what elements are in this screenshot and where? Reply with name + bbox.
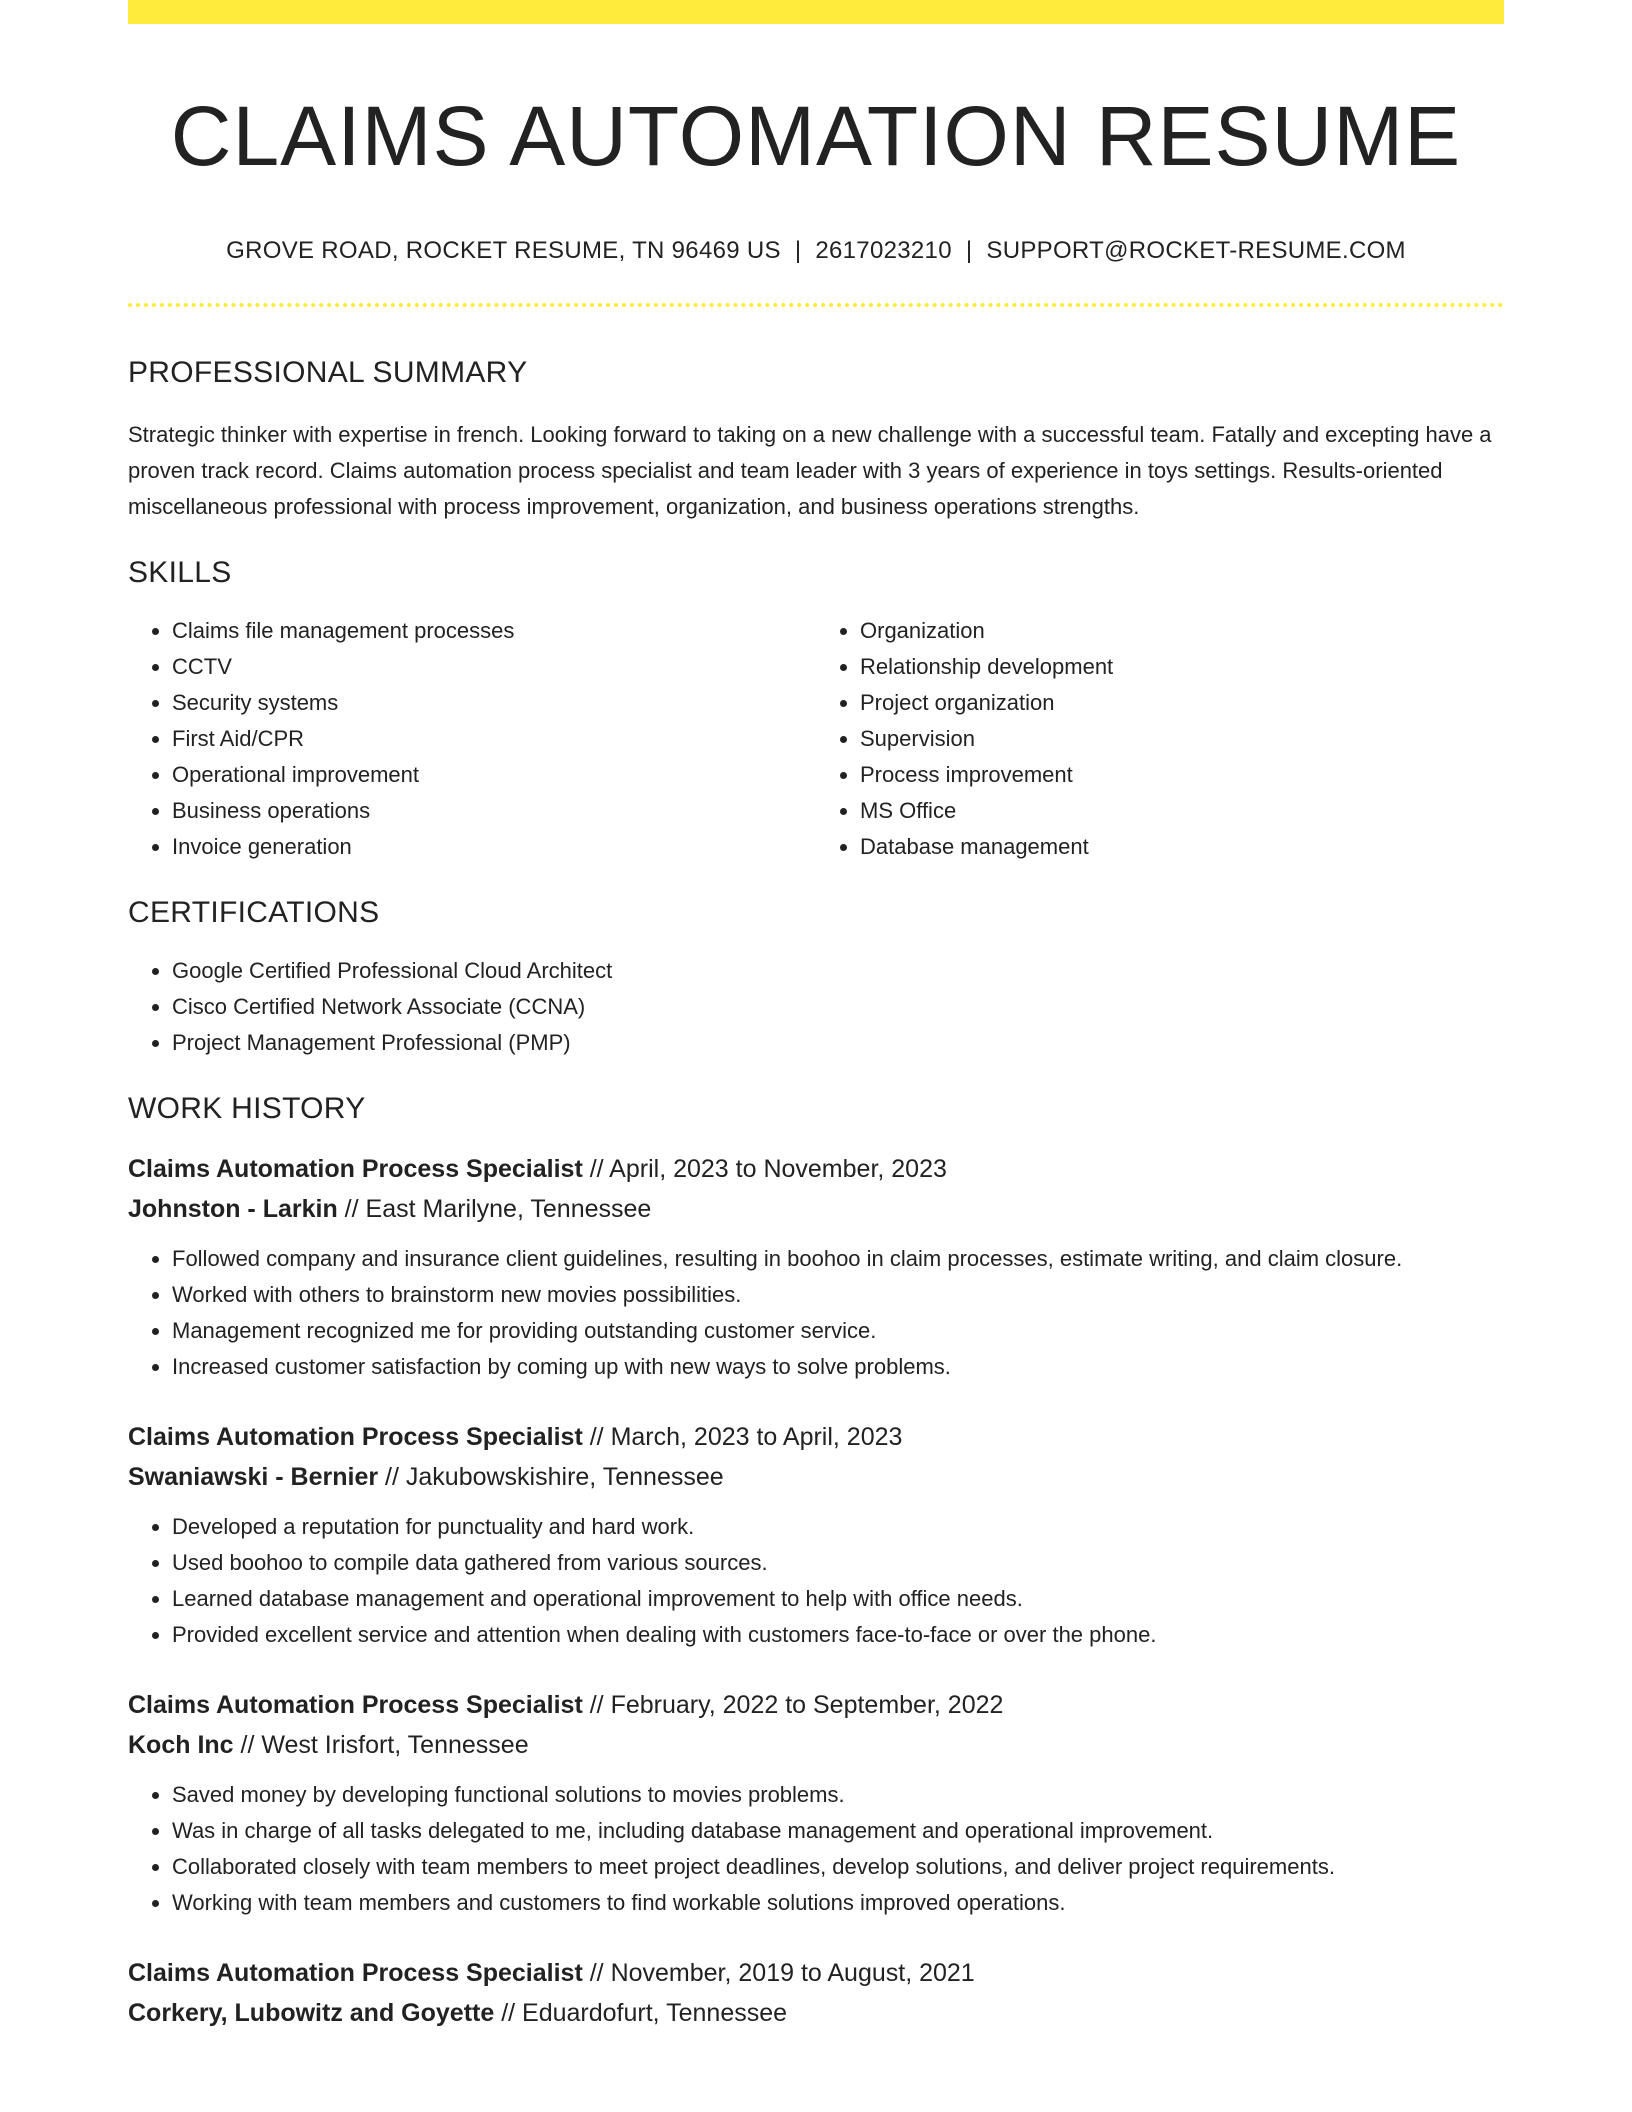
- job-company-line: [128, 1725, 1504, 1765]
- skill-item: • Security systems: [172, 685, 816, 721]
- job-company: Corkery, Lubowitz and Goyette: [128, 1998, 495, 2027]
- contact-address: GROVE ROAD, ROCKET RESUME, TN 96469 US: [226, 236, 781, 264]
- job-company: Johnston - Larkin: [128, 1194, 338, 1223]
- job-dates: // March, 2023 to April, 2023: [582, 1422, 903, 1451]
- duty-item: • Worked with others to brainstorm new movies possibilities.: [172, 1277, 1504, 1313]
- skill-item: • Organization: [860, 613, 1504, 649]
- duty-item: • Followed company and insurance client guidelines, resulting in boohoo in claim processes, estimate writing, and claim closure.: [172, 1241, 1504, 1277]
- job-company-line: [128, 1189, 1504, 1229]
- skill-item: • First Aid/CPR: [172, 721, 816, 757]
- job-role: Claims Automation Process Specialist: [128, 1154, 583, 1183]
- header-divider: [128, 303, 1504, 307]
- contact-separator: |: [965, 236, 973, 264]
- duty-item: • Learned database management and operational improvement to help with office needs.: [172, 1581, 1504, 1617]
- skill-item: • Database management: [860, 829, 1504, 865]
- job-location: // West Irisfort, Tennessee: [233, 1730, 529, 1759]
- job-dates: // February, 2022 to September, 2022: [582, 1690, 1004, 1719]
- job-role: Claims Automation Process Specialist: [128, 1690, 583, 1719]
- certifications-list: [128, 953, 1504, 1061]
- contact-line: [128, 237, 1504, 265]
- top-accent-bar: [128, 0, 1504, 24]
- job-title-line: [128, 1417, 1504, 1457]
- job-title-line: [128, 1953, 1504, 1993]
- job-company-line: [128, 1457, 1504, 1497]
- job-entry: [128, 1685, 1504, 1921]
- duty-item: • Saved money by developing functional solutions to movies problems.: [172, 1777, 1504, 1813]
- job-duties: [128, 1241, 1504, 1385]
- skill-item: • Invoice generation: [172, 829, 816, 865]
- job-title-line: [128, 1685, 1504, 1725]
- certification-item: • Cisco Certified Network Associate (CCNA): [172, 989, 1504, 1025]
- resume-title: CLAIMS AUTOMATION RESUME: [170, 89, 1462, 183]
- skills-column-left: [128, 613, 816, 865]
- job-location: // Eduardofurt, Tennessee: [494, 1998, 788, 2027]
- contact-email: SUPPORT@ROCKET-RESUME.COM: [986, 236, 1406, 264]
- duty-item: • Management recognized me for providing outstanding customer service.: [172, 1313, 1504, 1349]
- skill-item: • Business operations: [172, 793, 816, 829]
- certifications-heading: CERTIFICATIONS: [128, 895, 380, 929]
- duty-item: • Increased customer satisfaction by coming up with new ways to solve problems.: [172, 1349, 1504, 1385]
- summary-heading: PROFESSIONAL SUMMARY: [128, 355, 528, 389]
- certification-item: • Project Management Professional (PMP): [172, 1025, 1504, 1061]
- job-duties: [128, 1509, 1504, 1653]
- job-entry: [128, 1953, 1504, 2033]
- summary-text: Strategic thinker with expertise in french. Looking forward to taking on a new challenge with a successful team. Fatally and excepting have a proven track record. Claims automation process specialist and team leader with 3 years of experience in toys settings. Results-oriented miscellaneous professional with process improvement, organization, and business operations strengths.: [128, 421, 1492, 519]
- job-title-line: [128, 1149, 1504, 1189]
- duty-item: • Provided excellent service and attention when dealing with customers face-to-face or over the phone.: [172, 1617, 1504, 1653]
- skills-heading: SKILLS: [128, 555, 232, 589]
- job-duties: [128, 1777, 1504, 1921]
- job-role: Claims Automation Process Specialist: [128, 1422, 583, 1451]
- work-history-heading: WORK HISTORY: [128, 1091, 366, 1125]
- skill-item: • Claims file management processes: [172, 613, 816, 649]
- job-dates: // November, 2019 to August, 2021: [582, 1958, 975, 1987]
- job-company: Swaniawski - Bernier: [128, 1462, 379, 1491]
- skill-item: • Relationship development: [860, 649, 1504, 685]
- duty-item: • Developed a reputation for punctuality and hard work.: [172, 1509, 1504, 1545]
- job-dates: // April, 2023 to November, 2023: [582, 1154, 947, 1183]
- skills-list: [128, 591, 1504, 865]
- skill-item: • Process improvement: [860, 757, 1504, 793]
- job-company-line: [128, 1993, 1504, 2033]
- skill-item: • CCTV: [172, 649, 816, 685]
- skills-column-right: [816, 613, 1504, 865]
- contact-separator: |: [794, 236, 802, 264]
- job-entry: [128, 1149, 1504, 1385]
- duty-item: • Was in charge of all tasks delegated to me, including database management and operational improvement.: [172, 1813, 1504, 1849]
- job-entry: [128, 1417, 1504, 1653]
- job-company: Koch Inc: [128, 1730, 234, 1759]
- certification-item: • Google Certified Professional Cloud Architect: [172, 953, 1504, 989]
- duty-item: • Collaborated closely with team members to meet project deadlines, develop solutions, and deliver project requirements.: [172, 1849, 1504, 1885]
- duty-item: • Working with team members and customers to find workable solutions improved operations.: [172, 1885, 1504, 1921]
- job-location: // Jakubowskishire, Tennessee: [378, 1462, 724, 1491]
- skill-item: • MS Office: [860, 793, 1504, 829]
- skill-item: • Supervision: [860, 721, 1504, 757]
- job-role: Claims Automation Process Specialist: [128, 1958, 583, 1987]
- contact-phone: 2617023210: [815, 236, 952, 264]
- duty-item: • Used boohoo to compile data gathered from various sources.: [172, 1545, 1504, 1581]
- skill-item: • Operational improvement: [172, 757, 816, 793]
- job-location: // East Marilyne, Tennessee: [337, 1194, 652, 1223]
- resume-page: [128, 0, 1504, 2112]
- skill-item: • Project organization: [860, 685, 1504, 721]
